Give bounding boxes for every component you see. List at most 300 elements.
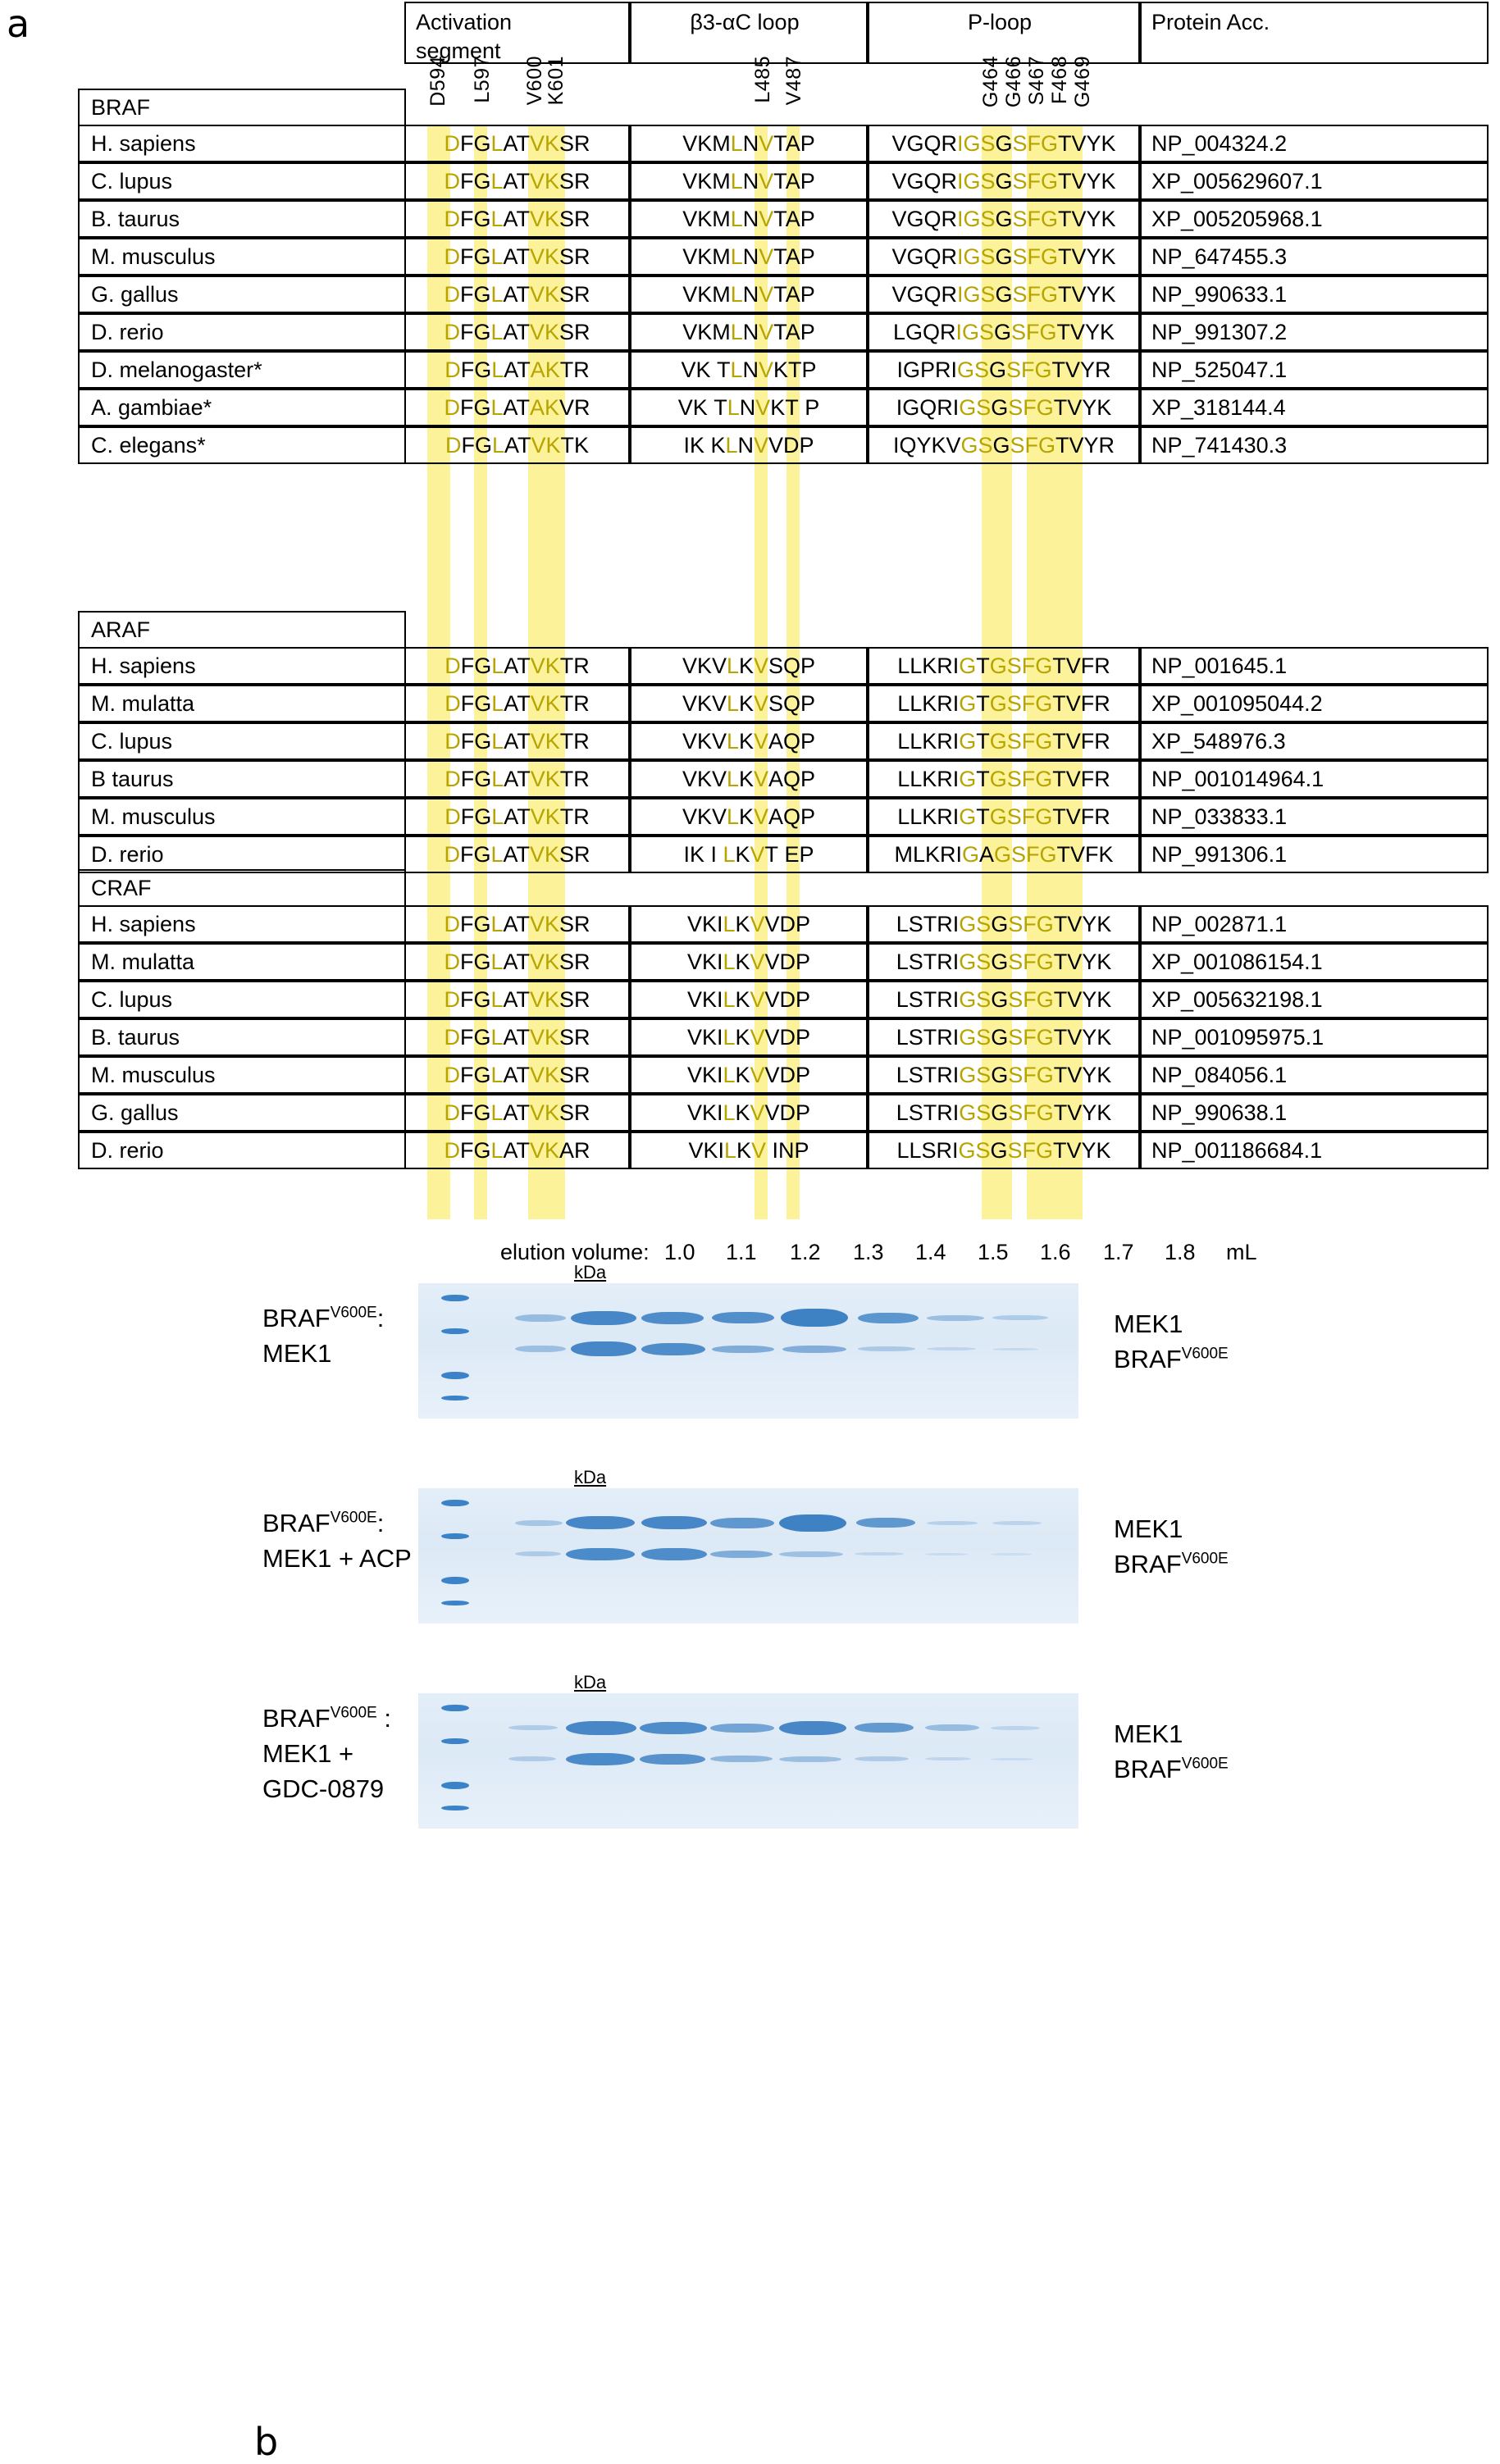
sequence-segment: LSTRI bbox=[896, 911, 960, 936]
sequence-segment: L bbox=[725, 432, 738, 458]
protein-band-mek1 bbox=[566, 1516, 635, 1529]
sequence-segment: FG bbox=[459, 168, 491, 194]
sequence-segment: AT bbox=[503, 986, 530, 1012]
sequence-segment: GS bbox=[959, 394, 992, 420]
sequence-segment: D bbox=[444, 1100, 460, 1125]
p-loop-cell bbox=[868, 647, 1140, 685]
sequence-segment: GSFG bbox=[989, 766, 1053, 791]
ladder-band bbox=[441, 1328, 469, 1334]
b3-ac-loop-cell bbox=[630, 200, 868, 238]
sequence-segment: D bbox=[444, 1137, 460, 1163]
sequence-segment: K bbox=[739, 653, 755, 678]
sequence-segment: LSTRI bbox=[896, 949, 960, 974]
protein-accession-cell: NP_647455.3 bbox=[1140, 238, 1489, 276]
ladder-band bbox=[441, 1601, 469, 1605]
protein-band-mek1 bbox=[508, 1725, 558, 1730]
sequence-segment: VK bbox=[531, 432, 561, 458]
superscript: V600E bbox=[330, 1509, 377, 1527]
sequence-segment: IGQRI bbox=[896, 394, 960, 420]
species-name-cell: G. gallus bbox=[78, 1094, 406, 1132]
sequence-segment: AT bbox=[503, 319, 530, 344]
sequence-segment: T bbox=[976, 690, 990, 716]
sequence-segment: L bbox=[726, 653, 739, 678]
sequence-segment: K bbox=[739, 728, 755, 754]
kda-header: kDa bbox=[574, 1467, 607, 1487]
sequence-segment: IGPRI bbox=[896, 357, 957, 382]
sequence-segment: SR bbox=[559, 319, 590, 344]
protein-band-braf bbox=[641, 1343, 705, 1355]
protein-band-braf bbox=[641, 1548, 707, 1560]
b3-ac-loop-cell bbox=[630, 722, 868, 760]
sequence-segment: VK bbox=[529, 986, 560, 1012]
sequence-segment: GS bbox=[959, 986, 992, 1012]
sequence-segment: G bbox=[959, 728, 977, 754]
protein-band-mek1 bbox=[640, 1722, 707, 1734]
sequence-segment: D bbox=[444, 841, 460, 867]
protein-band-mek1 bbox=[779, 1721, 846, 1735]
sequence-segment: L bbox=[727, 394, 740, 420]
sequence-segment: VKM bbox=[682, 206, 731, 231]
ladder-band bbox=[441, 1533, 469, 1539]
sequence-segment: L bbox=[723, 911, 736, 936]
sequence-segment: V bbox=[750, 1062, 765, 1087]
sequence-segment: TK bbox=[560, 432, 590, 458]
sequence-segment: D bbox=[445, 766, 461, 791]
sequence-segment: IGS bbox=[956, 168, 996, 194]
sequence-segment: G bbox=[961, 841, 979, 867]
sequence-segment: GS bbox=[959, 949, 992, 974]
sequence-segment: AT bbox=[503, 1137, 530, 1163]
sequence-segment: D bbox=[445, 357, 461, 382]
sequence-segment: L bbox=[723, 1137, 736, 1163]
sequence-segment: K bbox=[735, 911, 750, 936]
sequence-segment: FG bbox=[459, 394, 491, 420]
sequence-segment: TVFR bbox=[1052, 690, 1110, 716]
sequence-segment: TVYK bbox=[1053, 949, 1112, 974]
sequence-segment: L bbox=[490, 1137, 504, 1163]
table-title-craf: CRAF bbox=[78, 869, 406, 905]
residue-label-v600: V600 bbox=[523, 56, 546, 106]
protein-band-mek1 bbox=[992, 1315, 1048, 1320]
sequence-segment: G bbox=[991, 1062, 1009, 1087]
sequence-segment: VKM bbox=[682, 168, 731, 194]
sequence-segment: T EP bbox=[764, 841, 814, 867]
sequence-segment: GS bbox=[959, 1100, 992, 1125]
protein-accession-cell: NP_990633.1 bbox=[1140, 276, 1489, 313]
sequence-segment: FG bbox=[459, 841, 491, 867]
sequence-segment: L bbox=[490, 1024, 504, 1050]
sequence-segment: L bbox=[726, 690, 739, 716]
protein-band-mek1 bbox=[927, 1315, 984, 1321]
sequence-segment: G bbox=[995, 130, 1013, 156]
gel-label-gel-braf-mek1-gdc0879 bbox=[262, 1701, 391, 1806]
sequence-segment: L bbox=[723, 1062, 736, 1087]
species-name-cell: C. elegans* bbox=[78, 426, 406, 464]
sequence-segment: AT bbox=[503, 949, 530, 974]
sequence-segment: K bbox=[739, 766, 755, 791]
group-header-label: P-loop bbox=[967, 10, 1033, 34]
sequence-segment: VKV bbox=[682, 804, 727, 829]
sequence-segment: IQYKV bbox=[892, 432, 961, 458]
superscript: V600E bbox=[1181, 1756, 1229, 1774]
protein-accession-cell: NP_991306.1 bbox=[1140, 836, 1489, 873]
sequence-segment: SFG bbox=[1008, 394, 1054, 420]
sequence-segment: KT P bbox=[770, 394, 820, 420]
sequence-segment: LLKRI bbox=[897, 766, 960, 791]
sequence-segment: T bbox=[976, 728, 990, 754]
b3-ac-loop-cell bbox=[630, 238, 868, 276]
activation-segment-cell bbox=[404, 685, 630, 722]
p-loop-cell bbox=[868, 1094, 1140, 1132]
sequence-segment: TAP bbox=[773, 281, 815, 307]
protein-band-mek1 bbox=[515, 1314, 566, 1322]
sequence-segment: VKM bbox=[682, 244, 731, 269]
kda-header: kDa bbox=[574, 1262, 607, 1282]
sequence-segment: SFG bbox=[1008, 911, 1054, 936]
sequence-segment: MLKRI bbox=[894, 841, 962, 867]
sequence-segment: L bbox=[730, 206, 743, 231]
sequence-segment: TVYK bbox=[1053, 1137, 1111, 1163]
gel-right-label-line: $BRAF^{V600E}$ bbox=[1114, 1755, 1229, 1784]
protein-band-mek1 bbox=[925, 1724, 979, 1731]
sequence-segment: VK bbox=[529, 949, 560, 974]
p-loop-cell bbox=[868, 426, 1140, 464]
ladder-band bbox=[441, 1806, 469, 1810]
sequence-segment: L bbox=[730, 357, 743, 382]
sequence-segment: FG bbox=[459, 244, 491, 269]
superscript: V600E bbox=[1181, 1551, 1229, 1569]
sequence-segment: GSFG bbox=[989, 728, 1053, 754]
sequence-segment: SR bbox=[559, 949, 590, 974]
sequence-segment: AR bbox=[559, 1137, 590, 1163]
sequence-segment: SR bbox=[559, 206, 590, 231]
sequence-segment: V bbox=[759, 206, 774, 231]
sequence-segment: L bbox=[491, 766, 504, 791]
sequence-segment: SFG bbox=[1012, 206, 1059, 231]
sequence-segment: SR bbox=[559, 281, 590, 307]
sequence-segment: SFG bbox=[1007, 1137, 1054, 1163]
sequence-segment: FG bbox=[459, 281, 491, 307]
sequence-segment: TVYR bbox=[1051, 357, 1111, 382]
sequence-segment: TAP bbox=[773, 168, 815, 194]
superscript: V600E bbox=[330, 1704, 377, 1722]
protein-band-braf bbox=[855, 1756, 909, 1761]
sequence-segment: SFG bbox=[1011, 319, 1057, 344]
sequence-segment: L bbox=[491, 728, 504, 754]
sequence-segment: L bbox=[491, 653, 504, 678]
sequence-segment: FG bbox=[461, 432, 492, 458]
protein-band-braf bbox=[566, 1753, 635, 1765]
superscript: V600E bbox=[330, 1304, 377, 1322]
group-header-label: Protein Acc. bbox=[1151, 10, 1270, 34]
sequence-segment: L bbox=[490, 911, 504, 936]
elution-volume-label: elution volume: bbox=[500, 1240, 650, 1264]
sequence-segment: K bbox=[735, 1024, 750, 1050]
sequence-segment: VDP bbox=[764, 1062, 811, 1087]
sequence-segment: V bbox=[750, 986, 765, 1012]
sequence-segment: FG bbox=[459, 130, 491, 156]
ladder-band bbox=[441, 1500, 469, 1506]
protein-accession-cell: XP_005632198.1 bbox=[1140, 981, 1489, 1018]
sequence-segment: G bbox=[988, 357, 1006, 382]
sequence-segment: FG bbox=[460, 357, 492, 382]
gel-label-line: $BRAF^{V600E}$: bbox=[262, 1304, 385, 1332]
elution-volume-unit: mL bbox=[1226, 1240, 1257, 1264]
sequence-segment: L bbox=[490, 949, 504, 974]
protein-band-braf bbox=[779, 1551, 843, 1557]
sequence-segment: G bbox=[959, 804, 977, 829]
gel-image-gel-braf-mek1-acp bbox=[418, 1488, 1078, 1624]
protein-accession-cell: NP_001014964.1 bbox=[1140, 760, 1489, 798]
sequence-segment: VK bbox=[529, 281, 560, 307]
sequence-segment: LSTRI bbox=[896, 1100, 960, 1125]
sequence-segment: AT bbox=[504, 804, 531, 829]
sequence-segment: D bbox=[444, 394, 460, 420]
sequence-segment: TR bbox=[559, 653, 590, 678]
protein-accession-cell: NP_525047.1 bbox=[1140, 351, 1489, 389]
sequence-segment: SQP bbox=[768, 653, 816, 678]
sequence-segment: TVFR bbox=[1052, 653, 1110, 678]
sequence-segment: L bbox=[491, 432, 504, 458]
p-loop-cell bbox=[868, 1056, 1140, 1094]
sequence-segment: TVYK bbox=[1053, 911, 1112, 936]
sequence-segment: L bbox=[730, 130, 743, 156]
protein-band-braf bbox=[925, 1757, 971, 1760]
sequence-segment: VGQR bbox=[891, 130, 957, 156]
sequence-segment: D bbox=[444, 949, 460, 974]
sequence-segment: D bbox=[444, 986, 460, 1012]
sequence-segment: AK bbox=[530, 357, 560, 382]
sequence-segment: TVYK bbox=[1056, 319, 1115, 344]
sequence-segment: VKI bbox=[686, 986, 723, 1012]
sequence-segment: FG bbox=[459, 206, 491, 231]
protein-band-mek1 bbox=[927, 1521, 978, 1525]
protein-band-mek1 bbox=[779, 1514, 846, 1532]
sequence-segment: VK bbox=[529, 168, 560, 194]
p-loop-cell bbox=[868, 798, 1140, 836]
sequence-segment: G bbox=[995, 206, 1013, 231]
sequence-segment: AT bbox=[503, 206, 530, 231]
sequence-segment: K bbox=[735, 1100, 750, 1125]
residue-label-f468: F468 bbox=[1048, 56, 1071, 104]
sequence-segment: AT bbox=[504, 766, 531, 791]
sequence-segment: GS bbox=[960, 432, 993, 458]
sequence-segment: K bbox=[735, 986, 750, 1012]
sequence-segment: TVYK bbox=[1058, 281, 1116, 307]
activation-segment-cell bbox=[404, 722, 630, 760]
sequence-segment: L bbox=[730, 168, 743, 194]
sequence-segment: KTP bbox=[773, 357, 817, 382]
sequence-segment: FG bbox=[459, 319, 491, 344]
sequence-segment: G bbox=[995, 244, 1013, 269]
sequence-segment: LLKRI bbox=[897, 690, 960, 716]
sequence-segment: V bbox=[759, 319, 774, 344]
sequence-segment: VR bbox=[559, 394, 590, 420]
gel-right-label-line: $BRAF^{V600E}$ bbox=[1114, 1550, 1229, 1579]
b3-ac-loop-cell bbox=[630, 276, 868, 313]
sequence-segment: VK bbox=[529, 841, 560, 867]
activation-segment-cell bbox=[404, 1132, 630, 1169]
sequence-segment: VK bbox=[530, 690, 560, 716]
sequence-segment: GS bbox=[959, 1024, 992, 1050]
b3-ac-loop-cell bbox=[630, 647, 868, 685]
gel-label-line: $BRAF^{V600E}$: bbox=[262, 1509, 385, 1537]
sequence-segment: AT bbox=[503, 394, 530, 420]
sequence-segment: FG bbox=[459, 911, 491, 936]
sequence-segment: FG bbox=[460, 690, 492, 716]
protein-accession-cell: NP_741430.3 bbox=[1140, 426, 1489, 464]
protein-accession-cell: XP_001086154.1 bbox=[1140, 943, 1489, 981]
activation-segment-cell bbox=[404, 238, 630, 276]
sequence-segment: AK bbox=[529, 394, 560, 420]
b3-ac-loop-cell bbox=[630, 389, 868, 426]
sequence-segment: TVYR bbox=[1055, 432, 1115, 458]
sequence-segment: FG bbox=[459, 949, 491, 974]
sequence-segment: SR bbox=[559, 168, 590, 194]
gel-image-gel-braf-mek1 bbox=[418, 1283, 1078, 1419]
sequence-segment: D bbox=[444, 206, 460, 231]
protein-band-braf bbox=[710, 1756, 773, 1762]
activation-segment-cell bbox=[404, 313, 630, 351]
gel-right-label-line: $BRAF^{V600E}$ bbox=[1114, 1345, 1229, 1374]
sequence-segment: GSFG bbox=[989, 804, 1053, 829]
residue-label-k601: K601 bbox=[545, 56, 568, 106]
protein-accession-cell: NP_033833.1 bbox=[1140, 798, 1489, 836]
ladder-band bbox=[441, 1705, 469, 1711]
sequence-segment: IGS bbox=[956, 130, 996, 156]
sequence-segment: L bbox=[726, 766, 739, 791]
sequence-segment: K bbox=[739, 804, 755, 829]
sequence-segment: N bbox=[742, 319, 759, 344]
protein-band-braf bbox=[782, 1346, 846, 1353]
sequence-segment: TVYK bbox=[1053, 986, 1112, 1012]
protein-band-mek1 bbox=[566, 1721, 636, 1735]
sequence-segment: N bbox=[742, 281, 759, 307]
sequence-segment: VKV bbox=[682, 653, 727, 678]
protein-accession-cell: XP_548976.3 bbox=[1140, 722, 1489, 760]
sequence-segment: VDP bbox=[764, 1100, 811, 1125]
sequence-segment: SFG bbox=[1008, 949, 1054, 974]
sequence-segment: T bbox=[976, 766, 990, 791]
panel-a-letter: a bbox=[7, 2, 30, 46]
activation-segment-cell bbox=[404, 798, 630, 836]
sequence-segment: VKM bbox=[682, 130, 731, 156]
sequence-segment: L bbox=[490, 1100, 504, 1125]
sequence-segment: AT bbox=[503, 1062, 530, 1087]
superscript: V600E bbox=[1181, 1346, 1229, 1364]
sequence-segment: G bbox=[995, 168, 1013, 194]
elution-volume-value: 1.0 bbox=[664, 1240, 695, 1264]
gel-label-line: MEK1 + ACP bbox=[262, 1543, 412, 1573]
species-name-cell: M. musculus bbox=[78, 798, 406, 836]
sequence-segment: GS bbox=[959, 1062, 992, 1087]
panel-a-sequence-alignment bbox=[0, 0, 1500, 1205]
sequence-segment: AT bbox=[503, 1100, 530, 1125]
residue-label-l597: L597 bbox=[471, 56, 494, 103]
p-loop-cell bbox=[868, 351, 1140, 389]
sequence-segment: SFG bbox=[1008, 1100, 1054, 1125]
protein-accession-cell: NP_001186684.1 bbox=[1140, 1132, 1489, 1169]
sequence-segment: FG bbox=[460, 728, 492, 754]
sequence-segment: TVFK bbox=[1056, 841, 1114, 867]
b3-ac-loop-cell bbox=[630, 351, 868, 389]
sequence-segment: L bbox=[730, 281, 743, 307]
species-name-cell: M. musculus bbox=[78, 1056, 406, 1094]
p-loop-cell bbox=[868, 722, 1140, 760]
sequence-segment: V bbox=[750, 1100, 765, 1125]
species-name-cell: D. rerio bbox=[78, 836, 406, 873]
sequence-segment: FG bbox=[459, 1062, 491, 1087]
b3-ac-loop-cell bbox=[630, 836, 868, 873]
protein-band-mek1 bbox=[858, 1313, 919, 1323]
sequence-segment: L bbox=[491, 690, 504, 716]
group-header-protein-acc bbox=[1140, 2, 1489, 64]
b3-ac-loop-cell bbox=[630, 1056, 868, 1094]
sequence-segment: FG bbox=[459, 1024, 491, 1050]
sequence-segment: VK bbox=[529, 130, 560, 156]
sequence-segment: D bbox=[444, 1024, 460, 1050]
sequence-segment: VDP bbox=[764, 1024, 811, 1050]
p-loop-cell bbox=[868, 760, 1140, 798]
group-header-b3-ac-loop bbox=[630, 2, 868, 64]
species-name-cell: D. rerio bbox=[78, 1132, 406, 1169]
sequence-segment: VK bbox=[529, 244, 560, 269]
ladder-band bbox=[441, 1782, 469, 1789]
protein-band-mek1 bbox=[855, 1723, 914, 1733]
activation-segment-cell bbox=[404, 943, 630, 981]
activation-segment-cell bbox=[404, 1094, 630, 1132]
gel-right-label-gel-braf-mek1-acp bbox=[1114, 1511, 1229, 1583]
protein-accession-cell: NP_001095975.1 bbox=[1140, 1018, 1489, 1056]
sequence-segment: TR bbox=[559, 357, 590, 382]
sequence-segment: AT bbox=[503, 841, 530, 867]
residue-label-g464: G464 bbox=[979, 56, 1002, 108]
p-loop-cell bbox=[868, 905, 1140, 943]
sequence-segment: V bbox=[750, 841, 765, 867]
species-name-cell: H. sapiens bbox=[78, 125, 406, 162]
elution-volume-value: 1.2 bbox=[790, 1240, 821, 1264]
elution-volume-value: 1.3 bbox=[853, 1240, 884, 1264]
residue-label-g469: G469 bbox=[1071, 56, 1094, 108]
sequence-segment: VK bbox=[529, 1137, 560, 1163]
sequence-segment: SR bbox=[559, 1062, 590, 1087]
sequence-segment: L bbox=[490, 841, 504, 867]
sequence-segment: V bbox=[755, 394, 771, 420]
sequence-segment: N bbox=[742, 357, 759, 382]
sequence-segment: TVYK bbox=[1053, 394, 1112, 420]
species-name-cell: B. taurus bbox=[78, 1018, 406, 1056]
gel-label-line: MEK1 bbox=[262, 1338, 332, 1368]
sequence-segment: SR bbox=[559, 986, 590, 1012]
sequence-segment: AT bbox=[503, 911, 530, 936]
sequence-segment: TVFR bbox=[1052, 804, 1110, 829]
sequence-segment: VK bbox=[529, 1100, 560, 1125]
elution-volume-value: 1.5 bbox=[978, 1240, 1009, 1264]
activation-segment-cell bbox=[404, 389, 630, 426]
sequence-segment: TVYK bbox=[1058, 206, 1116, 231]
sequence-segment: L bbox=[490, 319, 504, 344]
sequence-segment: AT bbox=[504, 357, 531, 382]
sequence-segment: GS bbox=[958, 1137, 991, 1163]
elution-volume-value: 1.6 bbox=[1040, 1240, 1071, 1264]
sequence-segment: TAP bbox=[773, 319, 815, 344]
elution-volume-value: 1.4 bbox=[915, 1240, 946, 1264]
group-header-line1: Activation bbox=[416, 10, 513, 34]
sequence-segment: TVYK bbox=[1058, 130, 1116, 156]
gel-label-line: $BRAF^{V600E}$ : bbox=[262, 1704, 391, 1733]
sequence-segment: L bbox=[723, 1024, 736, 1050]
protein-band-mek1 bbox=[992, 1521, 1042, 1525]
